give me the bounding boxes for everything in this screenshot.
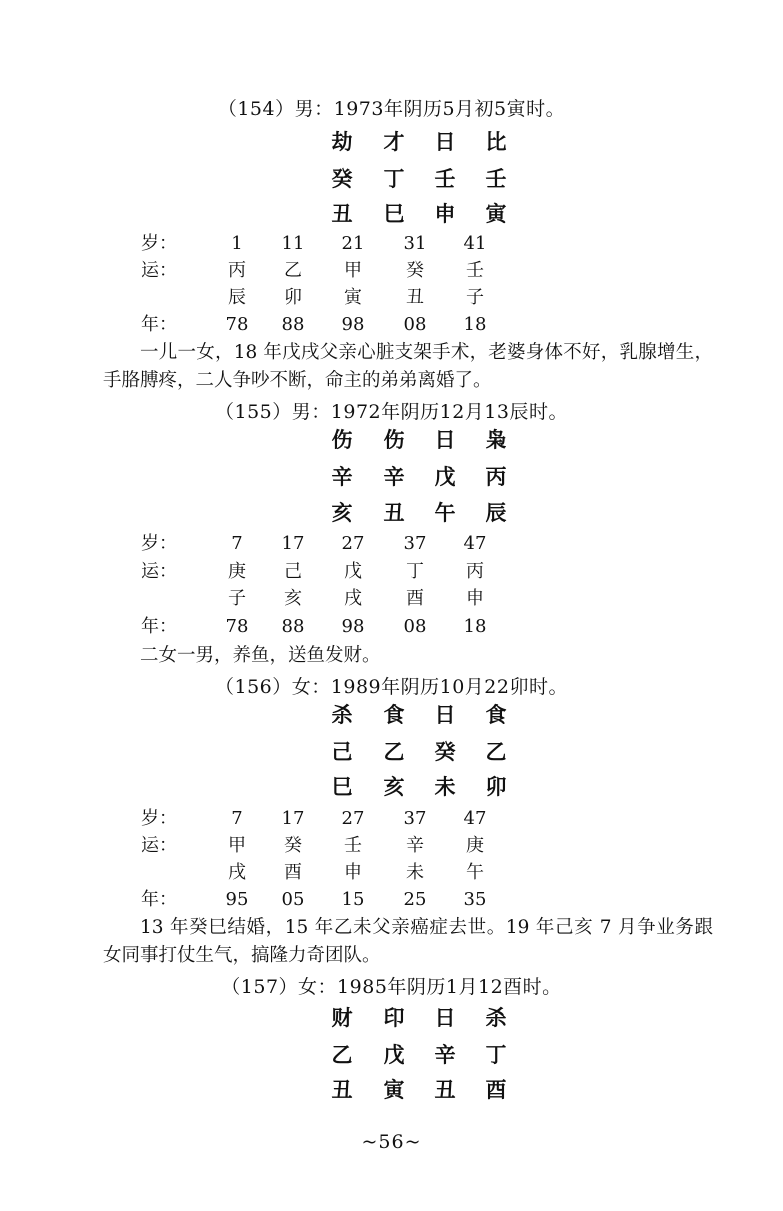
pillar-cell: 辰 bbox=[485, 501, 507, 525]
luck-cell: 辛 bbox=[406, 835, 424, 856]
pillar-cell: 才 bbox=[383, 130, 405, 154]
luck-cell: 癸 bbox=[284, 835, 302, 856]
pillar-row-ten-gods bbox=[0, 1003, 783, 1033]
luck-cell: 05 bbox=[281, 889, 305, 910]
pillar-row-branches bbox=[0, 498, 783, 528]
pillar-cell: 日 bbox=[434, 703, 456, 727]
luck-cell: 98 bbox=[341, 616, 365, 637]
pillar-cell: 申 bbox=[434, 202, 456, 226]
luck-cell: 37 bbox=[403, 533, 427, 554]
pillar-cell: 壬 bbox=[434, 167, 456, 191]
luck-cell: 18 bbox=[463, 314, 487, 335]
pillar-cell: 午 bbox=[434, 501, 456, 525]
year-label: 年： bbox=[141, 889, 177, 910]
luck-cell: 酉 bbox=[406, 588, 424, 609]
luck-cell: 21 bbox=[341, 233, 365, 254]
pillar-cell: 乙 bbox=[485, 740, 507, 764]
pillar-cell: 乙 bbox=[383, 740, 405, 764]
pillar-cell: 癸 bbox=[434, 740, 456, 764]
pillar-row-branches bbox=[0, 772, 783, 802]
pillar-cell: 丑 bbox=[331, 202, 353, 226]
luck-cell: 15 bbox=[341, 889, 365, 910]
age-label: 岁： bbox=[141, 808, 177, 829]
luck-cell: 17 bbox=[281, 808, 305, 829]
luck-cell: 寅 bbox=[344, 287, 362, 308]
pillar-cell: 卯 bbox=[485, 775, 507, 799]
pillar-cell: 劫 bbox=[331, 130, 353, 154]
pillar-row-ten-gods bbox=[0, 700, 783, 730]
luck-cell: 午 bbox=[466, 862, 484, 883]
pillar-row-stems bbox=[0, 462, 783, 492]
luck-years-row bbox=[0, 886, 783, 914]
pillar-cell: 辛 bbox=[434, 1043, 456, 1067]
yun-label: 运： bbox=[141, 260, 177, 281]
luck-stems-row bbox=[0, 257, 783, 285]
case-header: （156）女：1989年阴历10月22卯时。 bbox=[215, 676, 568, 698]
luck-cell: 31 bbox=[403, 233, 427, 254]
luck-cell: 癸 bbox=[406, 260, 424, 281]
luck-cell: 庚 bbox=[466, 835, 484, 856]
case-header: （155）男：1972年阴历12月13辰时。 bbox=[215, 401, 568, 423]
luck-cell: 11 bbox=[281, 233, 305, 254]
pillar-cell: 丑 bbox=[434, 1078, 456, 1102]
pillar-cell: 枭 bbox=[485, 428, 507, 452]
pillar-cell: 戊 bbox=[383, 1043, 405, 1067]
luck-cell: 戊 bbox=[344, 561, 362, 582]
luck-cell: 戌 bbox=[228, 862, 246, 883]
luck-cell: 88 bbox=[281, 314, 305, 335]
luck-stems-row bbox=[0, 558, 783, 586]
luck-cell: 08 bbox=[403, 616, 427, 637]
age-label: 岁： bbox=[141, 533, 177, 554]
age-label: 岁： bbox=[141, 233, 177, 254]
pillar-row-stems bbox=[0, 1040, 783, 1070]
luck-cell: 78 bbox=[225, 616, 249, 637]
luck-cell: 18 bbox=[463, 616, 487, 637]
year-label: 年： bbox=[141, 314, 177, 335]
luck-ages-row bbox=[0, 230, 783, 258]
case-note: 一儿一女，18 年戊戌父亲心脏支架手术，老婆身体不好，乳腺增生，手胳膊疼，二人争吵不断，命主的弟弟离婚了。 bbox=[103, 342, 713, 391]
pillar-cell: 酉 bbox=[485, 1078, 507, 1102]
yun-label: 运： bbox=[141, 561, 177, 582]
luck-branches-row bbox=[0, 585, 783, 613]
page-number: ~56~ bbox=[361, 1131, 422, 1153]
pillar-cell: 亥 bbox=[331, 501, 353, 525]
case-note: 二女一男，养鱼，送鱼发财。 bbox=[140, 645, 381, 666]
pillar-cell: 亥 bbox=[383, 775, 405, 799]
luck-cell: 辰 bbox=[228, 287, 246, 308]
pillar-cell: 伤 bbox=[383, 428, 405, 452]
pillar-cell: 丑 bbox=[383, 501, 405, 525]
luck-cell: 戌 bbox=[344, 588, 362, 609]
luck-cell: 17 bbox=[281, 533, 305, 554]
luck-cell: 08 bbox=[403, 314, 427, 335]
luck-cell: 47 bbox=[463, 533, 487, 554]
case-note: 13 年癸巳结婚，15 年乙未父亲癌症去世。19 年己亥 7 月争业务跟女同事打仗生气，搞隆力奇团队。 bbox=[103, 917, 713, 966]
luck-cell: 亥 bbox=[284, 588, 302, 609]
luck-cell: 子 bbox=[466, 287, 484, 308]
pillar-cell: 比 bbox=[485, 130, 507, 154]
luck-cell: 丙 bbox=[466, 561, 484, 582]
luck-stems-row bbox=[0, 832, 783, 860]
pillar-cell: 辛 bbox=[383, 465, 405, 489]
luck-cell: 壬 bbox=[466, 260, 484, 281]
pillar-cell: 巳 bbox=[331, 775, 353, 799]
luck-cell: 申 bbox=[344, 862, 362, 883]
luck-cell: 27 bbox=[341, 533, 365, 554]
pillar-cell: 丙 bbox=[485, 465, 507, 489]
pillar-cell: 印 bbox=[383, 1006, 405, 1030]
luck-cell: 未 bbox=[406, 862, 424, 883]
luck-ages-row bbox=[0, 530, 783, 558]
luck-cell: 27 bbox=[341, 808, 365, 829]
luck-cell: 丁 bbox=[406, 561, 424, 582]
luck-ages-row bbox=[0, 805, 783, 833]
luck-cell: 甲 bbox=[228, 835, 246, 856]
luck-cell: 甲 bbox=[344, 260, 362, 281]
luck-cell: 卯 bbox=[284, 287, 302, 308]
pillar-cell: 巳 bbox=[383, 202, 405, 226]
luck-cell: 25 bbox=[403, 889, 427, 910]
luck-cell: 子 bbox=[228, 588, 246, 609]
pillar-cell: 食 bbox=[383, 703, 405, 727]
pillar-row-branches bbox=[0, 1075, 783, 1105]
yun-label: 运： bbox=[141, 835, 177, 856]
luck-cell: 酉 bbox=[284, 862, 302, 883]
pillar-cell: 未 bbox=[434, 775, 456, 799]
pillar-cell: 食 bbox=[485, 703, 507, 727]
pillar-cell: 丑 bbox=[331, 1078, 353, 1102]
pillar-cell: 丁 bbox=[383, 167, 405, 191]
luck-cell: 申 bbox=[466, 588, 484, 609]
pillar-cell: 寅 bbox=[485, 202, 507, 226]
luck-cell: 7 bbox=[231, 533, 243, 554]
pillar-row-stems bbox=[0, 164, 783, 194]
luck-cell: 88 bbox=[281, 616, 305, 637]
pillar-cell: 日 bbox=[434, 428, 456, 452]
luck-cell: 47 bbox=[463, 808, 487, 829]
luck-branches-row bbox=[0, 859, 783, 887]
luck-cell: 1 bbox=[231, 233, 243, 254]
luck-cell: 98 bbox=[341, 314, 365, 335]
pillar-cell: 丁 bbox=[485, 1043, 507, 1067]
luck-branches-row bbox=[0, 284, 783, 312]
luck-cell: 己 bbox=[284, 561, 302, 582]
pillar-row-branches bbox=[0, 199, 783, 229]
pillar-cell: 杀 bbox=[485, 1006, 507, 1030]
pillar-cell: 日 bbox=[434, 1006, 456, 1030]
pillar-cell: 癸 bbox=[331, 167, 353, 191]
pillar-cell: 辛 bbox=[331, 465, 353, 489]
luck-cell: 丑 bbox=[406, 287, 424, 308]
pillar-cell: 财 bbox=[331, 1006, 353, 1030]
luck-cell: 78 bbox=[225, 314, 249, 335]
luck-cell: 乙 bbox=[284, 260, 302, 281]
luck-cell: 庚 bbox=[228, 561, 246, 582]
pillar-row-ten-gods bbox=[0, 127, 783, 157]
pillar-row-ten-gods bbox=[0, 425, 783, 455]
luck-cell: 35 bbox=[463, 889, 487, 910]
luck-years-row bbox=[0, 613, 783, 641]
luck-cell: 37 bbox=[403, 808, 427, 829]
luck-cell: 95 bbox=[225, 889, 249, 910]
case-header: （154）男：1973年阴历5月初5寅时。 bbox=[217, 98, 566, 120]
pillar-cell: 己 bbox=[331, 740, 353, 764]
pillar-cell: 日 bbox=[434, 130, 456, 154]
luck-cell: 41 bbox=[463, 233, 487, 254]
case-header: （157）女：1985年阴历1月12酉时。 bbox=[221, 976, 562, 998]
luck-cell: 壬 bbox=[344, 835, 362, 856]
pillar-cell: 伤 bbox=[331, 428, 353, 452]
pillar-cell: 乙 bbox=[331, 1043, 353, 1067]
pillar-row-stems bbox=[0, 737, 783, 767]
pillar-cell: 戊 bbox=[434, 465, 456, 489]
pillar-cell: 杀 bbox=[331, 703, 353, 727]
pillar-cell: 寅 bbox=[383, 1078, 405, 1102]
luck-years-row bbox=[0, 311, 783, 339]
year-label: 年： bbox=[141, 616, 177, 637]
luck-cell: 丙 bbox=[228, 260, 246, 281]
luck-cell: 7 bbox=[231, 808, 243, 829]
pillar-cell: 壬 bbox=[485, 167, 507, 191]
